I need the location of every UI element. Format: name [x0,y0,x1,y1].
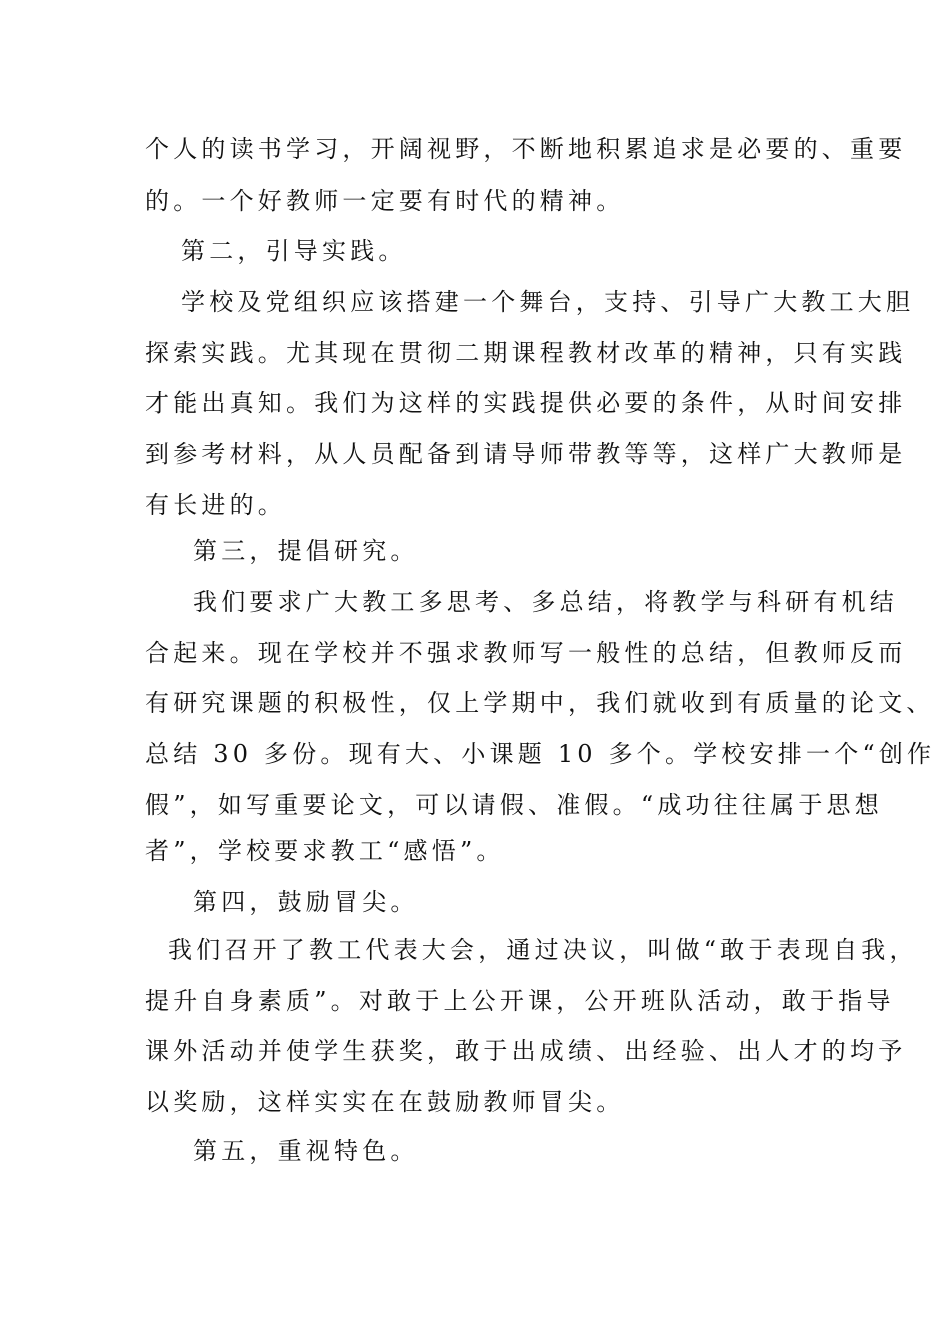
paragraph-first-line: 我们召开了教工代表大会，通过决议，叫做“敢于表现自我， [168,936,918,964]
text-line: 以奖励，这样实实在在鼓励教师冒尖。 [145,1088,625,1116]
text-line: 提升自身素质”。对敢于上公开课，公开班队活动，敢于指导 [145,987,895,1015]
paragraph-first-line: 我们要求广大教工多思考、多总结，将教学与科研有机结 [193,588,898,616]
text-line: 个人的读书学习，开阔视野，不断地积累追求是必要的、重要 [145,135,907,163]
text-line: 的。一个好教师一定要有时代的精神。 [145,187,625,215]
text-line: 有长进的。 [145,491,286,519]
section-heading: 第五，重视特色。 [193,1137,419,1165]
text-line: 到参考材料，从人员配备到请导师带教等等，这样广大教师是 [145,440,907,468]
paragraph-first-line: 学校及党组织应该搭建一个舞台，支持、引导广大教工大胆 [181,288,915,316]
text-line: 有研究课题的积极性，仅上学期中，我们就收到有质量的论文、 [145,689,935,717]
text-line: 总结 30 多份。现有大、小课题 10 多个。学校安排一个“创作 [145,740,936,768]
text-line: 者”，学校要求教工“感悟”。 [145,837,505,865]
text-line: 才能出真知。我们为这样的实践提供必要的条件，从时间安排 [145,389,907,417]
section-heading: 第三，提倡研究。 [193,537,419,565]
text-line: 探索实践。尤其现在贯彻二期课程教材改革的精神，只有实践 [145,339,907,367]
text-line: 合起来。现在学校并不强求教师写一般性的总结，但教师反而 [145,639,907,667]
section-heading: 第二，引导实践。 [181,237,407,265]
section-heading: 第四，鼓励冒尖。 [193,888,419,916]
text-line: 假”，如写重要论文，可以请假、准假。“成功往往属于思想 [145,791,883,819]
text-line: 课外活动并使学生获奖，敢于出成绩、出经验、出人才的均予 [145,1037,907,1065]
